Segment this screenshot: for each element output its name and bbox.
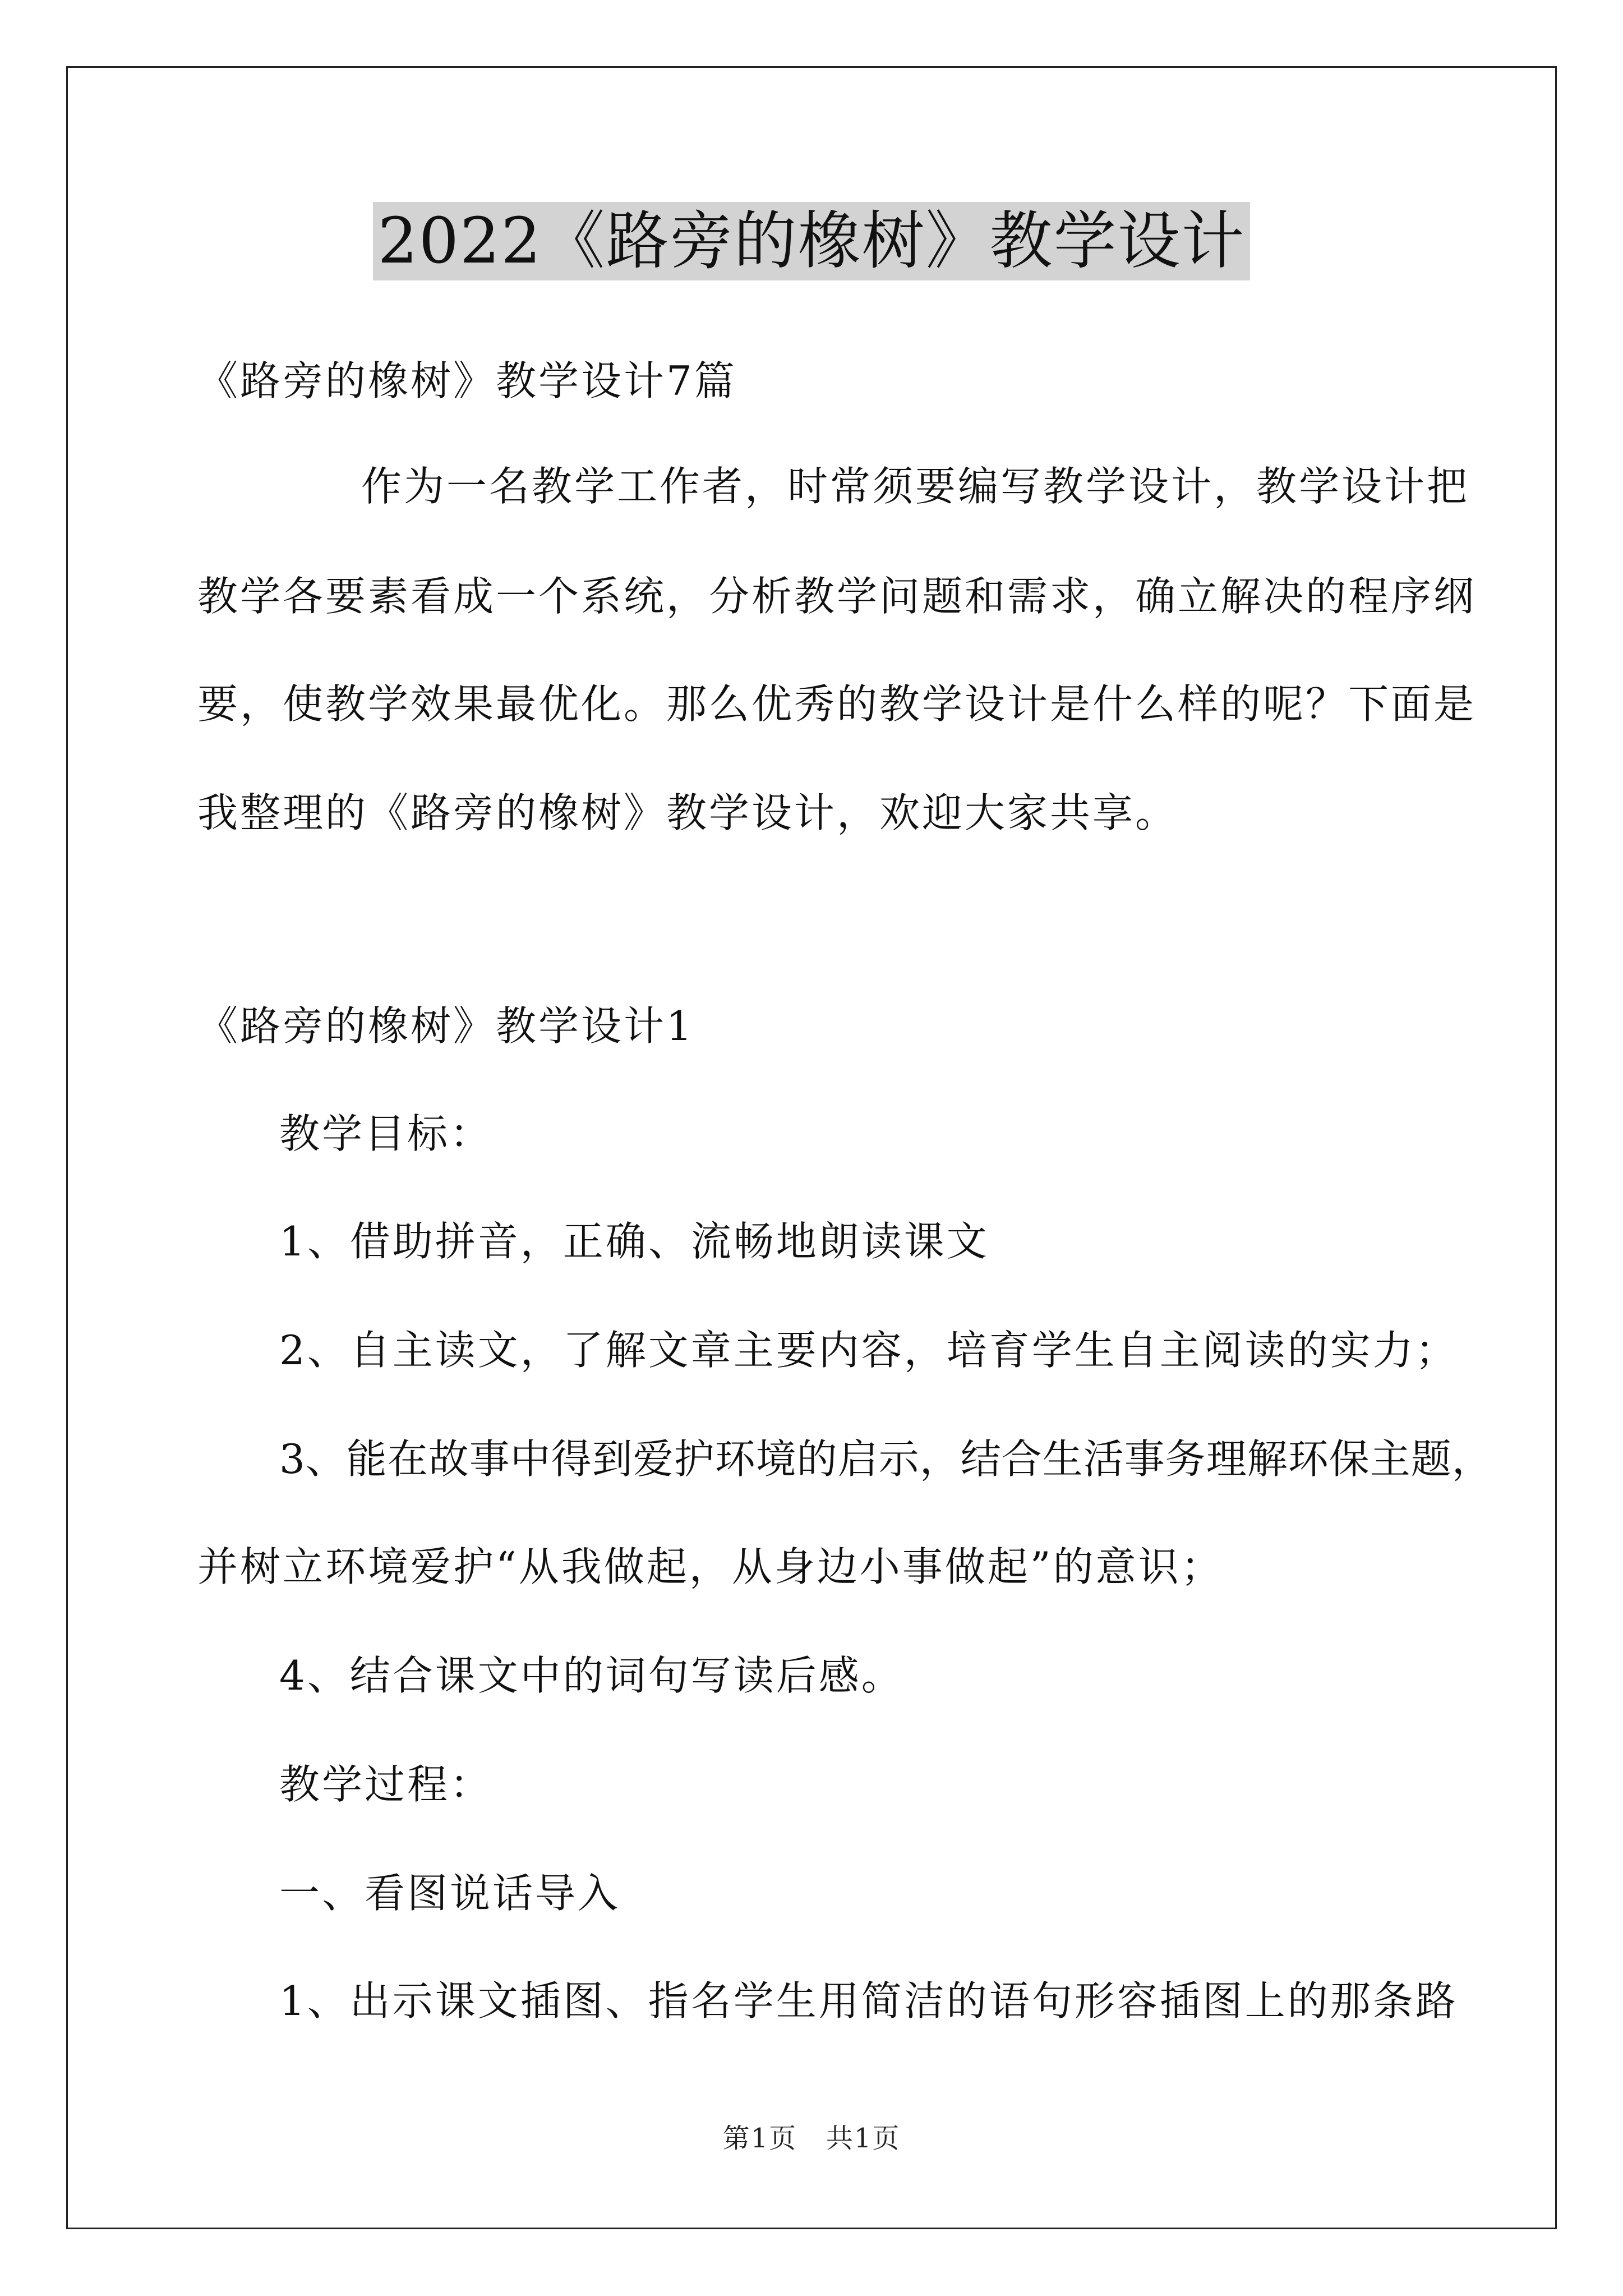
list-item: 1、借助拼音，正确、流畅地朗读课文 (279, 1218, 989, 1265)
section-heading: 一、看图说话导入 (279, 1870, 621, 1917)
paragraph-line: 并树立环境爱护“从我做起，从身边小事做起”的意识； (197, 1543, 1224, 1590)
list-item: 3、能在故事中得到爱护环境的启示，结合生活事务理解环保主题， (279, 1435, 1493, 1483)
paragraph-line: 要，使教学效果最优化。那么优秀的教学设计是什么样的呢？下面是 (197, 680, 1477, 728)
paragraph-line: 作为一名教学工作者，时常须要编写教学设计，教学设计把 (361, 463, 1470, 510)
title-container (0, 202, 1623, 280)
paragraph-line: 教学各要素看成一个系统，分析教学问题和需求，确立解决的程序纲 (197, 573, 1477, 620)
page-number-footer: 第1页 共1页 (722, 2123, 901, 2154)
paragraph-line: 教学过程： (279, 1761, 493, 1808)
list-item: 2、自主读文，了解文章主要内容，培育学生自主阅读的实力； (279, 1327, 1458, 1374)
subtitle-line: 《路旁的橡树》教学设计7篇 (197, 357, 737, 404)
paragraph-line: 教学目标： (279, 1110, 493, 1157)
document-title: 2022《路旁的橡树》教学设计 (373, 202, 1249, 280)
list-item: 4、结合课文中的词句写读后感。 (279, 1652, 904, 1699)
paragraph-line: 我整理的《路旁的橡树》教学设计，欢迎大家共享。 (197, 789, 1178, 836)
list-item: 1、出示课文插图、指名学生用简洁的语句形容插图上的那条路 (279, 1977, 1458, 2024)
section-heading: 《路旁的橡树》教学设计1 (197, 1002, 694, 1050)
